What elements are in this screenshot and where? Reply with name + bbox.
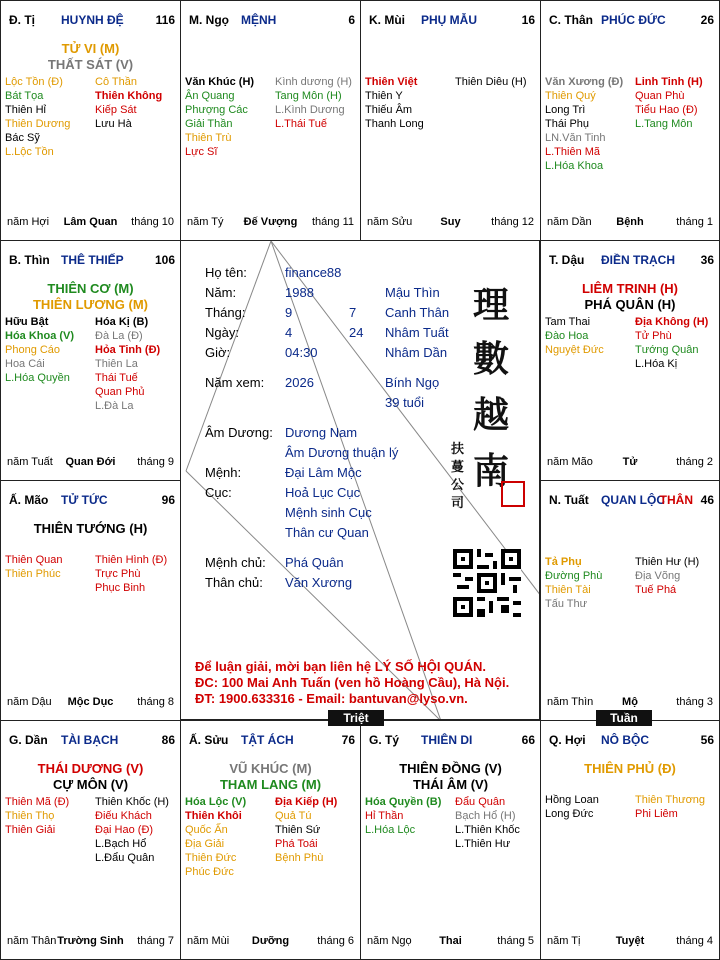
branch-name: K. Mùi: [369, 13, 405, 27]
main-star: THÁI DƯƠNG (V): [37, 761, 144, 776]
ngay-am-value: 24: [349, 325, 364, 340]
month-label: tháng 11: [311, 216, 354, 228]
minor-star: Hoa Cái: [5, 358, 45, 370]
minor-star: L.Thiên Mã: [545, 146, 601, 158]
palace-name: ĐIỀN TRẠCH: [601, 253, 675, 267]
minor-star: Đà La (Đ): [95, 330, 143, 342]
minor-star: Hóa Khoa (V): [5, 330, 75, 342]
month-label: tháng 12: [491, 216, 534, 228]
minor-star: Phúc Đức: [185, 866, 234, 878]
main-star: THÁI ÂM (V): [412, 777, 489, 792]
minor-star: Thiên Thương: [635, 794, 706, 806]
year-label: năm Thân: [7, 935, 57, 947]
minor-star: L.Hóa Quyền: [5, 372, 70, 384]
branch-name: Q. Hợi: [549, 733, 586, 747]
gio-can-chi: Nhâm Dần: [385, 345, 448, 360]
minor-stars-right: [275, 795, 337, 865]
minor-star: Tướng Quân: [635, 344, 699, 356]
age-number: 6: [348, 13, 355, 27]
palace-ty[interactable]: [360, 720, 541, 960]
month-label: tháng 3: [676, 696, 713, 708]
minor-star: Thiên Dương: [5, 118, 71, 130]
palace-dau[interactable]: [540, 240, 720, 481]
menh-label: Mệnh:: [205, 465, 242, 480]
minor-star: L.Bạch Hổ: [95, 838, 147, 850]
minor-star: Thái Tuế: [95, 372, 138, 384]
palace-footer: [547, 456, 713, 470]
minor-star: Điếu Khách: [95, 810, 152, 822]
minor-stars-right: [635, 793, 705, 821]
life-stage: Thai: [439, 935, 462, 947]
year-label: năm Dậu: [7, 696, 52, 708]
contact-line-2: ĐC: 100 Mai Anh Tuấn (ven hồ Hoàng Cầu), Hà Nội.: [195, 675, 510, 690]
minor-star: Quả Tú: [275, 810, 312, 822]
life-stage: Suy: [440, 216, 461, 228]
minor-star: LN.Văn Tinh: [545, 132, 606, 144]
minor-star: Hỉ Thần: [365, 810, 404, 822]
ho-ten-label: Họ tên:: [205, 265, 247, 280]
palace-footer: [187, 216, 354, 230]
menh-value: Đại Lâm Mộc: [285, 465, 362, 480]
contact-line-3: ĐT: 1900.633316 - Email: bantuvan@lyso.vn.: [195, 691, 468, 706]
am-duong-label: Âm Dương:: [205, 425, 273, 440]
minor-stars-right: [275, 75, 352, 131]
minor-star: Quan Phủ: [95, 386, 145, 398]
minor-star: Thiên Y: [365, 90, 403, 102]
thang-value: 9: [285, 305, 293, 320]
minor-star: Thiên Khốc (H): [95, 796, 169, 808]
branch-name: Ấ. Mão: [9, 493, 49, 507]
main-star: LIÊM TRINH (H): [581, 281, 679, 296]
minor-star: Thiên Quan: [5, 554, 63, 566]
cuc-note-2: Thân cư Quan: [285, 525, 369, 540]
main-star: THAM LANG (M): [219, 777, 322, 792]
than-chu-value: Văn Xương: [285, 575, 353, 590]
age-number: 96: [161, 493, 175, 507]
minor-star: Phục Binh: [95, 582, 146, 594]
minor-star: Kình dương (H): [275, 76, 352, 88]
main-star: CỰ MÔN (V): [52, 777, 129, 792]
nam-value: 1988: [285, 285, 314, 300]
palace-footer: [7, 935, 174, 949]
minor-star: Thiên Hỉ: [5, 104, 46, 116]
minor-star: Kiếp Sát: [95, 104, 137, 116]
ngay-value: 4: [285, 325, 293, 340]
life-stage: Mộ: [622, 696, 638, 708]
minor-star: L.Đà La: [95, 400, 134, 412]
menh-chu-label: Mệnh chủ:: [205, 555, 266, 570]
minor-star: Cô Thần: [95, 76, 137, 88]
minor-stars-left: [545, 75, 623, 173]
month-label: tháng 4: [676, 935, 713, 947]
age-number: 36: [700, 253, 714, 267]
age-number: 106: [154, 253, 175, 267]
palace-footer: [187, 935, 354, 949]
nam-xem-can-chi: Bính Ngọ: [385, 375, 440, 390]
minor-star: Quan Phù: [635, 90, 685, 102]
minor-star: Thiên La: [95, 358, 138, 370]
small-seal-text: 扶蔓公司: [451, 442, 465, 511]
minor-star: Bác Sỹ: [5, 132, 40, 144]
minor-stars-left: [185, 75, 254, 159]
minor-stars-right: [635, 75, 703, 131]
palace-footer: [547, 696, 713, 710]
month-label: tháng 5: [497, 935, 534, 947]
minor-star: Tam Thai: [545, 316, 591, 328]
palace-thin[interactable]: [0, 240, 181, 481]
minor-star: Thiên Đức: [185, 852, 237, 864]
palace-tuat[interactable]: [540, 480, 720, 721]
life-stage: Quan Đới: [65, 456, 116, 468]
palace-name: THIÊN DI: [421, 733, 473, 747]
minor-star: Thiên Hình (Đ): [95, 554, 168, 566]
minor-stars-left: [5, 75, 70, 159]
palace-footer: [7, 216, 174, 230]
minor-stars-right: [95, 315, 160, 413]
menh-chu-value: Phá Quân: [285, 555, 344, 570]
red-seal-stamp: [501, 481, 525, 507]
qr-code-image: [453, 549, 521, 617]
minor-star: Hóa Quyền (B): [365, 796, 442, 808]
palace-name: THÊ THIẾP: [61, 253, 124, 267]
nam-label: Năm:: [205, 285, 237, 300]
minor-star: Hóa Lộc (V): [185, 796, 247, 808]
contact-line-1: Để luận giải, mời bạn liên hệ LÝ SỐ HỘI QUÁN.: [195, 659, 486, 674]
minor-star: Thiên Tài: [545, 584, 591, 596]
minor-star: Địa Giải: [185, 838, 225, 850]
palace-name: MỆNH: [241, 13, 277, 27]
year-label: năm Tý: [187, 216, 224, 228]
calligraphy-char-1: 理: [473, 284, 510, 326]
minor-star: Phá Toái: [275, 838, 318, 850]
age-number: 56: [700, 733, 714, 747]
minor-star: Hữu Bật: [5, 316, 49, 328]
calligraphy-char-4: 南: [473, 450, 510, 492]
tuan-marker: Tuần: [596, 710, 652, 726]
month-label: tháng 6: [317, 935, 354, 947]
year-label: năm Hợi: [7, 216, 50, 228]
minor-star: L.Hóa Kị: [635, 358, 678, 370]
age-number: 16: [521, 13, 535, 27]
am-duong-note: Âm Dương thuận lý: [285, 445, 399, 460]
minor-star: Bệnh Phù: [275, 852, 324, 864]
minor-star: Địa Không (H): [635, 316, 709, 328]
palace-name: PHÚC ĐỨC: [601, 13, 666, 27]
minor-star: L.Lộc Tồn: [5, 146, 54, 158]
minor-star: Trực Phù: [95, 568, 141, 580]
age-number: 46: [700, 493, 714, 507]
month-label: tháng 8: [137, 696, 174, 708]
age-number: 116: [155, 13, 175, 27]
year-label: năm Tị: [547, 935, 581, 947]
minor-stars-left: [5, 553, 62, 581]
am-duong-value: Dương Nam: [285, 425, 358, 440]
age-number: 26: [700, 13, 714, 27]
minor-star: Thiên Thọ: [5, 810, 55, 822]
life-stage: Dưỡng: [251, 935, 290, 947]
minor-stars-right: [95, 553, 167, 595]
minor-star: L.Thiên Hư: [455, 838, 511, 850]
branch-name: Đ. Tị: [9, 13, 35, 27]
minor-star: Thiên Sứ: [275, 824, 321, 836]
minor-star: L.Đẩu Quân: [95, 852, 155, 864]
minor-star: Tử Phù: [635, 330, 672, 342]
thang-label: Tháng:: [205, 305, 246, 320]
life-stage: Mộc Dục: [67, 696, 114, 708]
minor-stars-left: [545, 555, 602, 611]
minor-star: Thiên Phúc: [5, 568, 61, 580]
minor-star: Thiên Trù: [185, 132, 232, 144]
branch-name: B. Thìn: [9, 253, 50, 267]
main-star: THIÊN CƠ (M): [47, 281, 134, 296]
minor-star: Phi Liêm: [635, 808, 678, 820]
palace-footer: [7, 696, 174, 710]
minor-star: Đẩu Quân: [455, 796, 506, 808]
main-star: VŨ KHÚC (M): [229, 761, 312, 776]
ho-ten-value: finance88: [285, 265, 342, 280]
minor-stars-left: [545, 315, 604, 357]
month-label: tháng 9: [137, 456, 174, 468]
minor-stars-right: [95, 795, 169, 865]
minor-star: Bạch Hổ (H): [455, 810, 516, 822]
center-info-panel: [180, 240, 540, 720]
palace-footer: [547, 935, 713, 949]
nam-xem-label: Năm xem:: [205, 375, 265, 390]
palace-mui[interactable]: [360, 0, 541, 241]
minor-star: Tấu Thư: [545, 598, 588, 610]
palace-name: PHỤ MẪU: [421, 13, 477, 27]
branch-name: M. Ngọ: [189, 13, 229, 27]
calligraphy-char-3: 越: [473, 394, 510, 436]
minor-stars-left: [185, 795, 246, 879]
minor-stars-right: [635, 555, 699, 597]
minor-star: Đường Phù: [545, 570, 603, 582]
minor-star: L.Thiên Khốc: [455, 824, 520, 836]
ngay-can-chi: Nhâm Tuất: [385, 325, 449, 340]
minor-star: L.Kình Dương: [275, 104, 345, 116]
minor-star: Tuế Phá: [635, 584, 677, 596]
main-star: THIÊN TƯỚNG (H): [33, 521, 148, 536]
palace-name: TẬT ÁCH: [241, 733, 294, 747]
minor-stars-left: [365, 795, 441, 837]
main-star: THIÊN LƯƠNG (M): [32, 297, 149, 312]
year-label: năm Tuất: [7, 456, 53, 468]
minor-star: Thiên Hư (H): [635, 556, 700, 568]
minor-star: Tiểu Hao (Đ): [635, 104, 698, 116]
palace-mao[interactable]: [0, 480, 181, 721]
branch-name: N. Tuất: [549, 493, 589, 507]
minor-star: Nguyệt Đức: [545, 344, 604, 356]
minor-star: Phong Cáo: [5, 344, 61, 356]
palace-name: HUYNH ĐỆ: [61, 13, 124, 27]
month-label: tháng 1: [676, 216, 713, 228]
minor-stars-right: [95, 75, 162, 131]
minor-stars-left: [545, 793, 599, 821]
minor-star: Thiên Khôi: [185, 810, 242, 822]
nam-can-chi: Mậu Thìn: [385, 285, 440, 300]
age-number: 66: [521, 733, 535, 747]
age-number: 86: [161, 733, 175, 747]
minor-star: Địa Võng: [635, 570, 681, 582]
month-label: tháng 2: [676, 456, 713, 468]
minor-star: Thái Phụ: [545, 118, 590, 130]
life-stage: Tuyệt: [615, 935, 645, 947]
palace-ngo[interactable]: [180, 0, 361, 241]
minor-star: Văn Khúc (H): [185, 76, 255, 88]
minor-star: L.Tang Môn: [635, 118, 693, 130]
minor-star: Văn Xương (Đ): [545, 76, 624, 88]
main-star: THIÊN ĐỒNG (V): [399, 761, 502, 776]
minor-star: Đại Hao (Đ): [95, 824, 154, 836]
nam-xem-value: 2026: [285, 375, 314, 390]
minor-star: Thiên Mã (Đ): [5, 796, 70, 808]
palace-dan[interactable]: [0, 720, 181, 960]
minor-star: Tả Phụ: [545, 556, 582, 568]
minor-star: Lực Sĩ: [185, 146, 218, 158]
ngay-label: Ngày:: [205, 325, 239, 340]
main-star: TỬ VI (M): [61, 41, 120, 56]
minor-stars-left: [5, 795, 69, 837]
minor-stars-right: [635, 315, 708, 371]
minor-star: L.Thái Tuế: [275, 118, 327, 130]
minor-star: Lưu Hà: [95, 118, 132, 130]
year-label: năm Mão: [547, 456, 593, 468]
month-label: tháng 7: [137, 935, 174, 947]
life-stage: Đế Vượng: [243, 216, 298, 228]
thang-am-value: 7: [349, 305, 357, 320]
minor-star: Hồng Loan: [545, 794, 599, 806]
minor-star: Phượng Các: [185, 104, 248, 116]
palace-name: QUAN LỘC: [601, 493, 665, 507]
minor-stars-right: [455, 795, 520, 851]
minor-star: Long Đức: [545, 808, 594, 820]
minor-star: Hóa Kị (B): [95, 316, 149, 328]
minor-stars-left: [5, 315, 74, 385]
year-label: năm Sửu: [367, 216, 413, 228]
minor-stars-right: [455, 75, 527, 89]
minor-star: Thiên Không: [95, 90, 163, 102]
calligraphy-char-2: 數: [473, 338, 510, 380]
life-stage: Bệnh: [616, 216, 644, 228]
minor-star: Địa Kiếp (H): [275, 796, 338, 808]
minor-star: Bát Tọa: [5, 90, 44, 102]
minor-star: Giải Thần: [185, 118, 233, 130]
palace-than[interactable]: [540, 0, 720, 241]
than-chu-label: Thân chủ:: [205, 575, 263, 590]
cuc-value: Hoả Lục Cục: [285, 485, 361, 500]
branch-name: C. Thân: [549, 13, 593, 27]
minor-star: Thiên Giải: [5, 824, 56, 836]
minor-star: Long Trì: [545, 104, 586, 116]
palace-name: TỬ TỨC: [61, 493, 108, 507]
life-stage: Trường Sinh: [57, 935, 124, 947]
gio-label: Giờ:: [205, 345, 231, 360]
minor-star: Thiếu Âm: [365, 104, 413, 116]
branch-name: G. Tý: [369, 733, 400, 747]
main-star: THẤT SÁT (V): [47, 57, 134, 72]
year-label: năm Thìn: [547, 696, 594, 708]
palace-ti[interactable]: [0, 0, 181, 241]
minor-star: Thiên Việt: [365, 76, 418, 88]
age-number: 76: [341, 733, 355, 747]
month-label: tháng 10: [131, 216, 174, 228]
cuc-note-1: Mệnh sinh Cục: [285, 505, 372, 520]
palace-footer: [367, 935, 534, 949]
minor-star: Ân Quang: [185, 90, 235, 102]
minor-star: Linh Tinh (H): [635, 76, 703, 88]
palace-footer: [367, 216, 534, 230]
gio-value: 04:30: [285, 345, 318, 360]
thang-can-chi: Canh Thân: [385, 305, 450, 320]
life-stage: Tử: [622, 456, 638, 468]
year-label: năm Dần: [547, 216, 592, 228]
minor-star: Đào Hoa: [545, 330, 589, 342]
year-label: năm Mùi: [187, 935, 230, 947]
minor-star: L.Hóa Lộc: [365, 824, 416, 836]
palace-footer: [7, 456, 174, 470]
palace-suu[interactable]: [180, 720, 361, 960]
tuoi-value: 39 tuổi: [385, 395, 425, 410]
cuc-label: Cục:: [205, 485, 232, 500]
minor-star: Tang Môn (H): [275, 90, 342, 102]
palace-footer: [547, 216, 713, 230]
main-star: THIÊN PHỦ (Đ): [584, 761, 676, 776]
main-star: PHÁ QUÂN (H): [584, 297, 676, 312]
palace-hoi[interactable]: [540, 720, 720, 960]
palace-name: TÀI BẠCH: [61, 733, 119, 747]
minor-star: Lộc Tồn (Đ): [5, 76, 63, 88]
palace-name: NÔ BỘC: [601, 733, 649, 747]
minor-stars-left: [365, 75, 424, 131]
minor-star: Quốc Ấn: [185, 824, 228, 836]
year-label: năm Ngọ: [367, 935, 412, 947]
branch-name: G. Dần: [9, 733, 48, 747]
minor-star: Thiên Quý: [545, 90, 596, 102]
minor-star: L.Hóa Khoa: [545, 160, 604, 172]
branch-name: T. Dậu: [549, 253, 585, 267]
triet-marker: Triệt: [328, 710, 384, 726]
minor-star: Thanh Long: [365, 118, 424, 130]
minor-star: Thiên Diêu (H): [455, 76, 527, 88]
life-stage: Lâm Quan: [63, 216, 118, 228]
palace-extra-name: THÂN: [659, 493, 693, 507]
branch-name: Ấ. Sửu: [189, 733, 229, 747]
minor-star: Hỏa Tinh (Đ): [95, 344, 161, 356]
